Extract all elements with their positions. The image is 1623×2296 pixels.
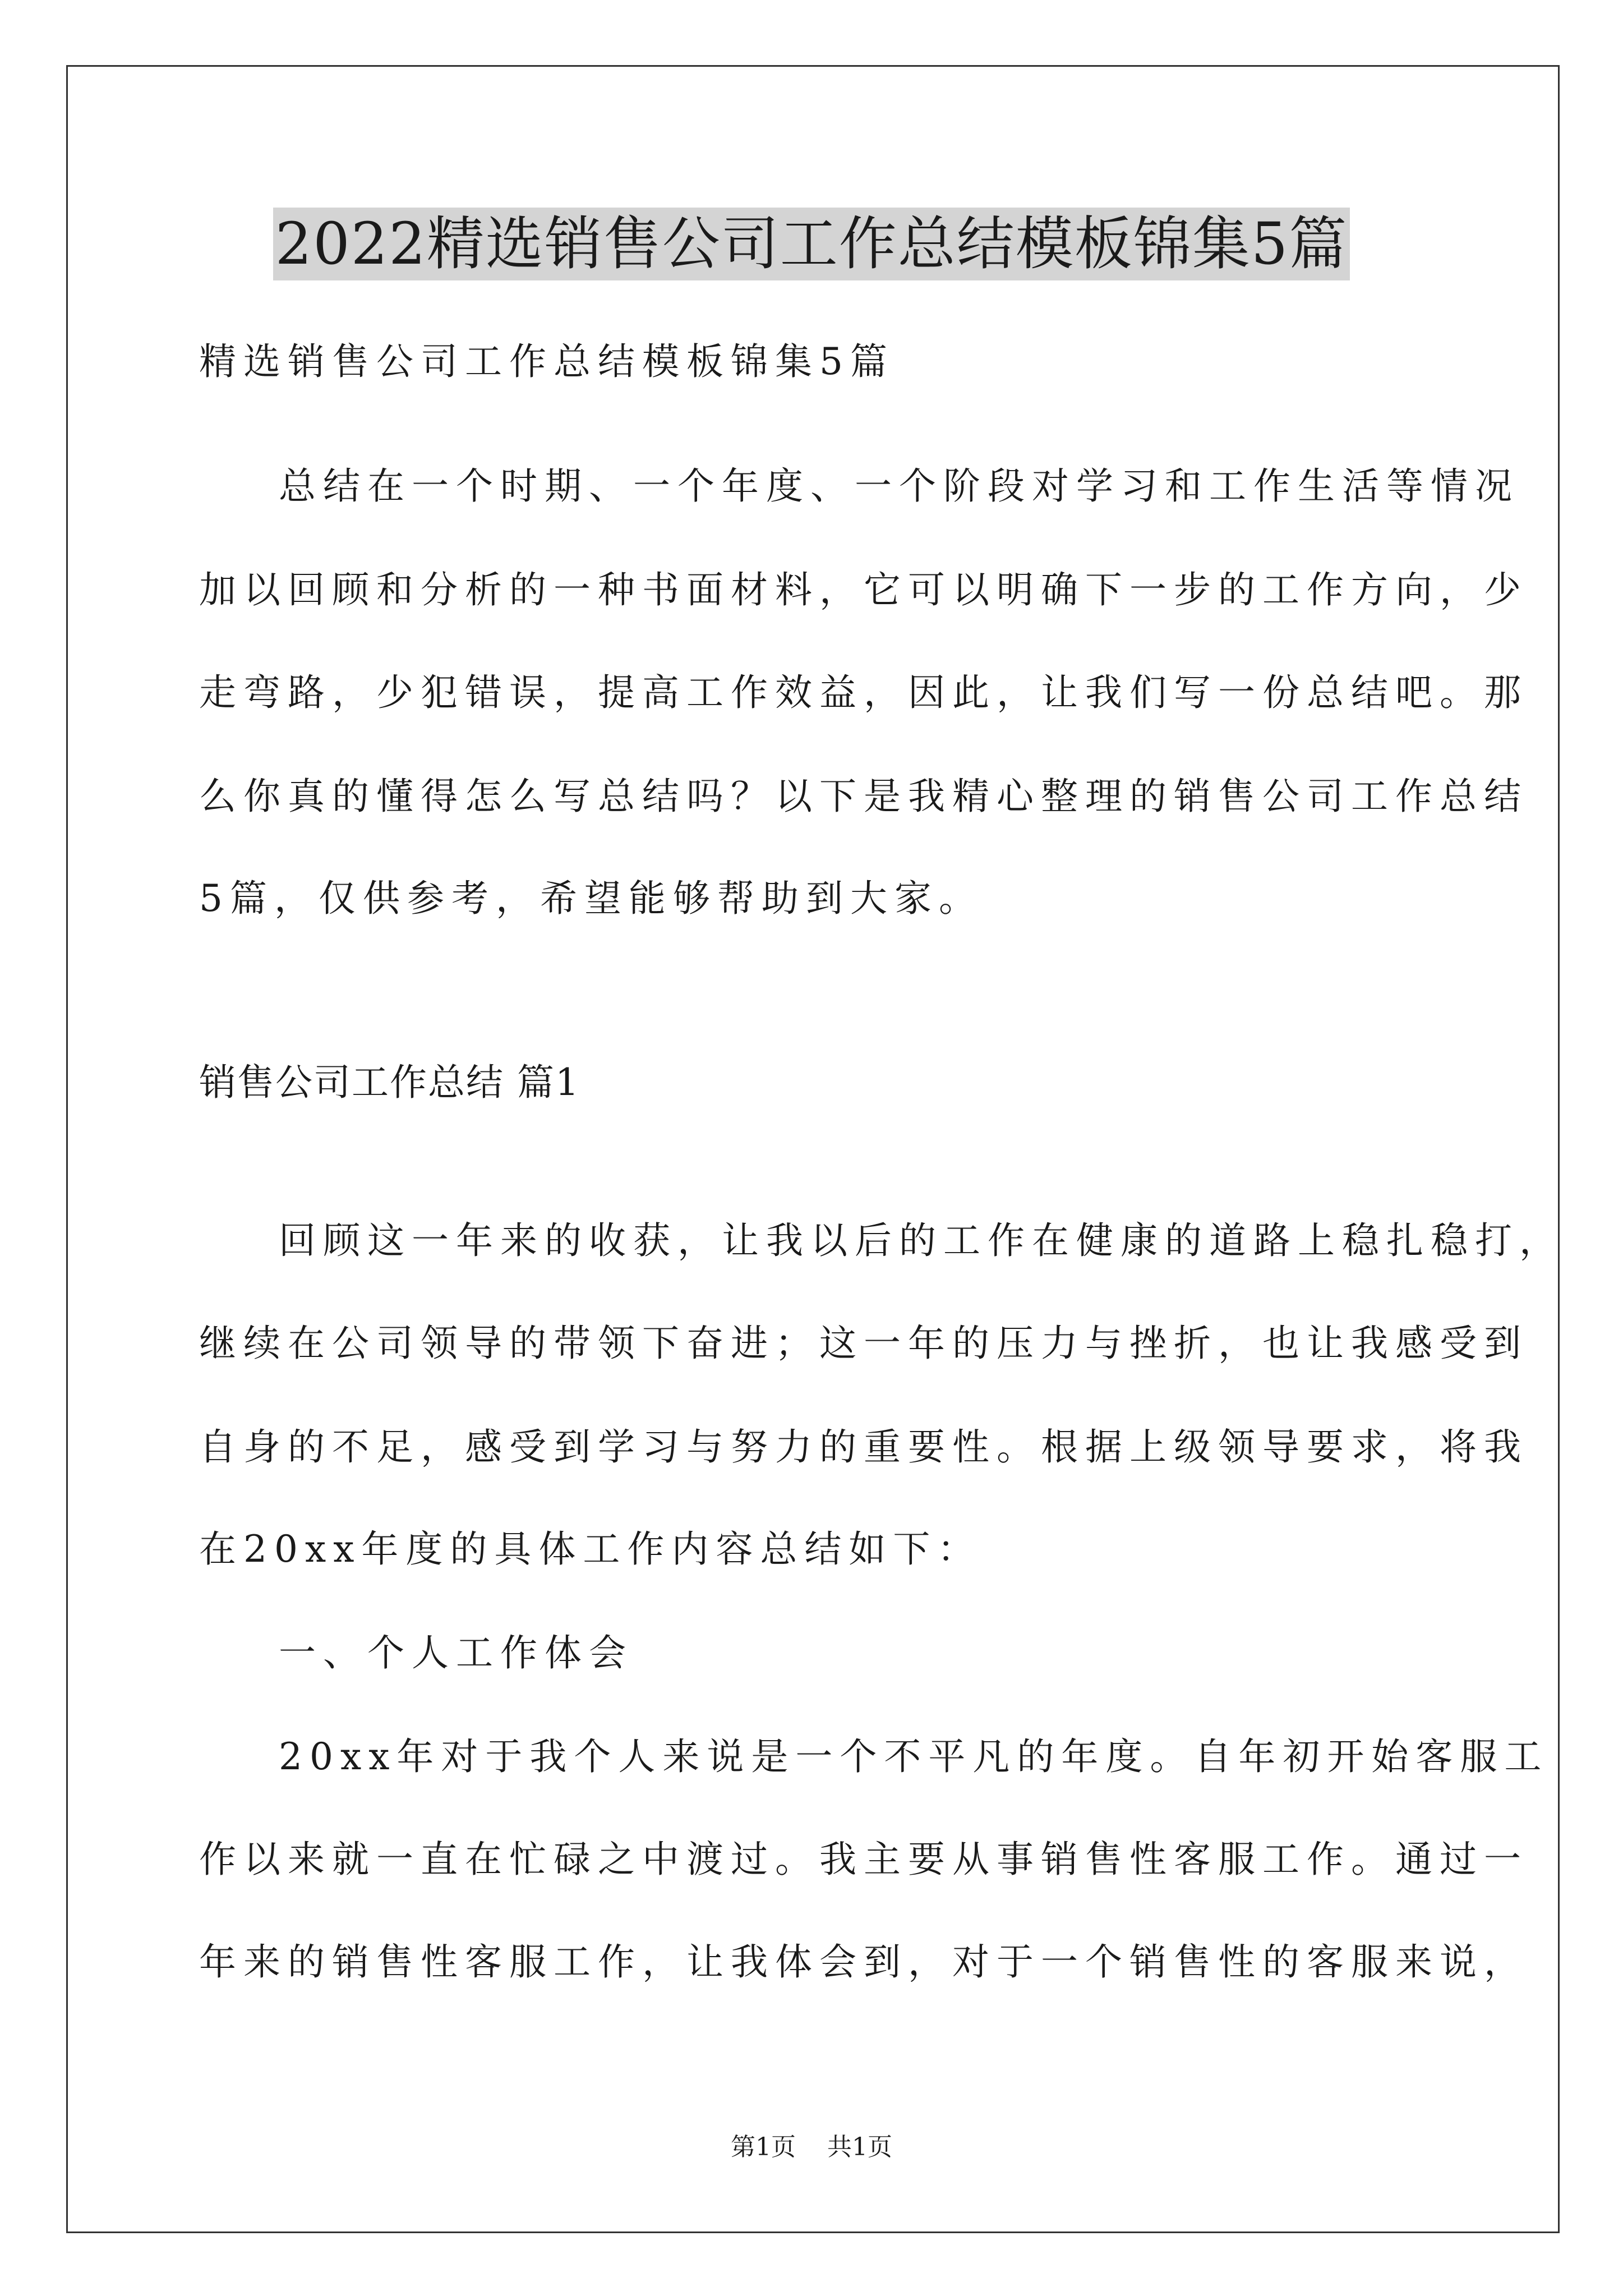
document-subtitle: 精选销售公司工作总结模板锦集5篇 — [199, 340, 895, 383]
sub-heading: 一、个人工作体会 — [279, 1631, 633, 1674]
section-line: 在20xx年度的具体工作内容总结如下： — [199, 1527, 982, 1571]
intro-line: 总结在一个时期、一个年度、一个阶段对学习和工作生活等情况 — [279, 464, 1519, 508]
body-line: 年来的销售性客服工作，让我体会到，对于一个销售性的客服来说， — [199, 1940, 1528, 1984]
intro-line: 5篇，仅供参考，希望能够帮助到大家。 — [199, 877, 983, 920]
page-footer — [0, 2132, 1623, 2163]
section-heading: 销售公司工作总结 篇1 — [199, 1061, 580, 1104]
section-line: 继续在公司领导的带领下奋进；这一年的压力与挫折，也让我感受到 — [199, 1322, 1528, 1365]
body-line: 作以来就一直在忙碌之中渡过。我主要从事销售性客服工作。通过一 — [199, 1838, 1528, 1881]
document-title — [0, 208, 1623, 280]
body-line: 20xx年对于我个人来说是一个不平凡的年度。自年初开始客服工 — [279, 1735, 1549, 1778]
page-number: 第1页 — [731, 2133, 796, 2161]
intro-line: 么你真的懂得怎么写总结吗？以下是我精心整理的销售公司工作总结 — [199, 775, 1528, 818]
page-border — [66, 65, 1560, 2233]
intro-line: 加以回顾和分析的一种书面材料，它可以明确下一步的工作方向，少 — [199, 568, 1528, 611]
page-total: 共1页 — [827, 2133, 892, 2161]
section-line: 回顾这一年来的收获，让我以后的工作在健康的道路上稳扎稳打， — [279, 1219, 1564, 1262]
intro-line: 走弯路，少犯错误，提高工作效益，因此，让我们写一份总结吧。那 — [199, 671, 1528, 714]
section-line: 自身的不足，感受到学习与努力的重要性。根据上级领导要求，将我 — [199, 1425, 1528, 1469]
document-title-text: 2022精选销售公司工作总结模板锦集5篇 — [273, 208, 1350, 280]
